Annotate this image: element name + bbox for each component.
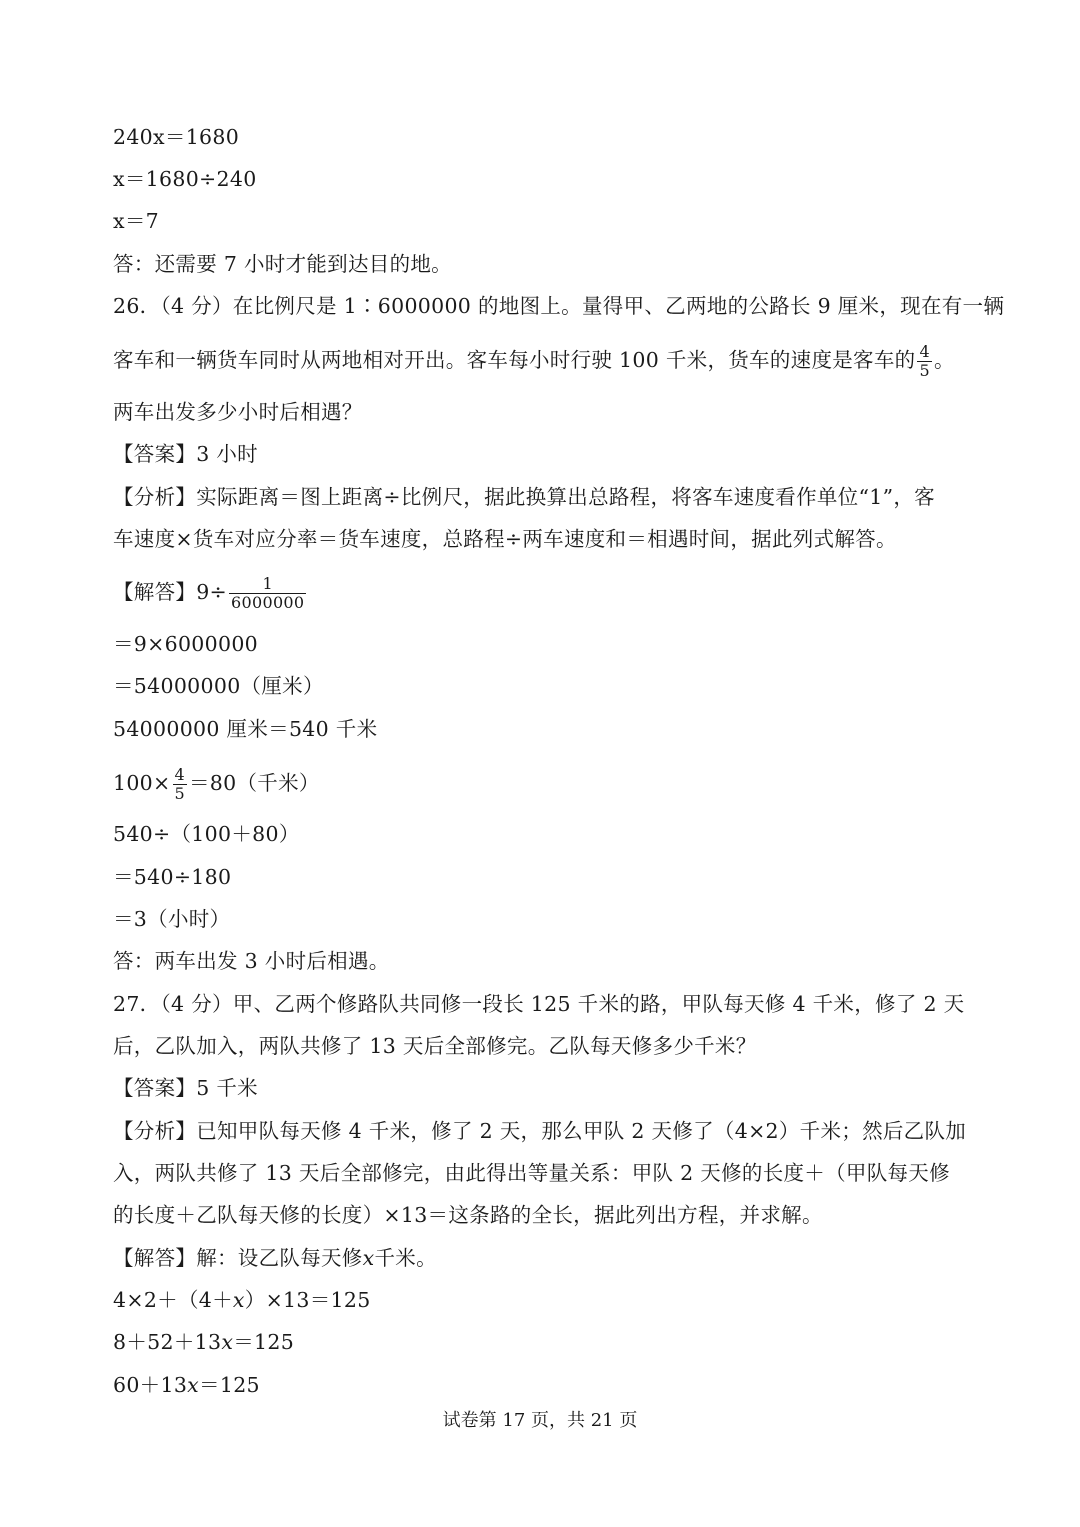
variable-x: x xyxy=(221,1330,234,1354)
solution-line xyxy=(113,1243,972,1273)
fraction-denominator: 6000000 xyxy=(231,593,305,612)
fraction xyxy=(229,575,306,612)
equation-line: x＝7 xyxy=(113,209,160,233)
answer-statement: 答：还需要 7 小时才能到达目的地。 xyxy=(113,252,452,276)
analysis-text: 入，两队共修了 13 天后全部修完，由此得出等量关系：甲队 2 天修的长度＋（甲队每天修 xyxy=(113,1161,950,1185)
text-segment: ＝80（千米） xyxy=(189,771,320,795)
equation-line xyxy=(113,1285,972,1315)
analysis-text: 的长度＋乙队每天修的长度）×13＝这条路的全长，据此列出方程，并求解。 xyxy=(113,1203,823,1227)
question-26-text xyxy=(113,343,972,380)
answer-label: 【答案】5 千米 xyxy=(113,1076,258,1100)
equation-line: 54000000 厘米＝540 千米 xyxy=(113,717,378,741)
fraction-numerator: 4 xyxy=(919,342,930,361)
text-segment: 4×2＋（4＋ xyxy=(113,1288,233,1312)
text-segment: ＝125 xyxy=(233,1330,295,1354)
text-segment: 千米。 xyxy=(374,1246,437,1270)
text-segment: ＝125 xyxy=(199,1373,260,1397)
equation-line: ＝54000000（厘米） xyxy=(113,674,324,698)
fraction-denominator: 5 xyxy=(174,784,185,803)
variable-x: x xyxy=(187,1373,200,1397)
fraction xyxy=(917,343,931,380)
text-segment: ）×13＝125 xyxy=(244,1288,371,1312)
solution-label: 【解答】解：设乙队每天修 xyxy=(113,1246,363,1270)
fraction-numerator: 4 xyxy=(174,765,185,784)
equation-line: ＝540÷180 xyxy=(113,865,232,889)
variable-x: x xyxy=(232,1288,245,1312)
fraction-denominator: 5 xyxy=(919,361,930,380)
question-27-text: 后，乙队加入，两队共修了 13 天后全部修完。乙队每天修多少千米？ xyxy=(113,1034,757,1058)
text-segment: 。 xyxy=(933,348,955,372)
solution-label: 【解答】9÷ xyxy=(113,580,228,604)
equation-line xyxy=(113,766,972,803)
analysis-text: 【分析】实际距离＝图上距离÷比例尺，据此换算出总路程，将客车速度看作单位“1”，客 xyxy=(113,485,935,509)
variable-x: x xyxy=(362,1246,375,1270)
equation-line: ＝9×6000000 xyxy=(113,632,259,656)
equation-line xyxy=(113,1327,972,1357)
equation-line xyxy=(113,1370,972,1400)
equation-line: 540÷（100＋80） xyxy=(113,822,300,846)
question-26-text: 26．（4 分）在比例尺是 1∶6000000 的地图上。量得甲、乙两地的公路长 9 厘米，现在有一辆 xyxy=(113,294,1005,318)
answer-statement: 答：两车出发 3 小时后相遇。 xyxy=(113,949,390,973)
text-segment: 8＋52＋13 xyxy=(113,1330,222,1354)
analysis-text: 车速度×货车对应分率＝货车速度，总路程÷两车速度和＝相遇时间，据此列式解答。 xyxy=(113,527,897,551)
analysis-text: 【分析】已知甲队每天修 4 千米，修了 2 天，那么甲队 2 天修了（4×2）千米；然后乙队加 xyxy=(113,1119,967,1143)
equation-line: x＝1680÷240 xyxy=(113,167,257,191)
equation-line: 240x＝1680 xyxy=(113,125,240,149)
page-footer: 试卷第 17 页，共 21 页 xyxy=(442,1410,638,1431)
fraction xyxy=(173,766,187,803)
text-segment: 100× xyxy=(113,771,171,795)
text-segment: 60＋13 xyxy=(113,1373,188,1397)
text-segment: 客车和一辆货车同时从两地相对开出。客车每小时行驶 100 千米，货车的速度是客车的 xyxy=(113,348,916,372)
question-26-text: 两车出发多少小时后相遇？ xyxy=(113,400,363,424)
equation-line: ＝3（小时） xyxy=(113,907,231,931)
answer-label: 【答案】3 小时 xyxy=(113,442,258,466)
fraction-numerator: 1 xyxy=(229,575,306,594)
question-27-text: 27．（4 分）甲、乙两个修路队共同修一段长 125 千米的路，甲队每天修 4 千米，修了 2 天 xyxy=(113,992,965,1016)
solution-line xyxy=(113,575,972,612)
